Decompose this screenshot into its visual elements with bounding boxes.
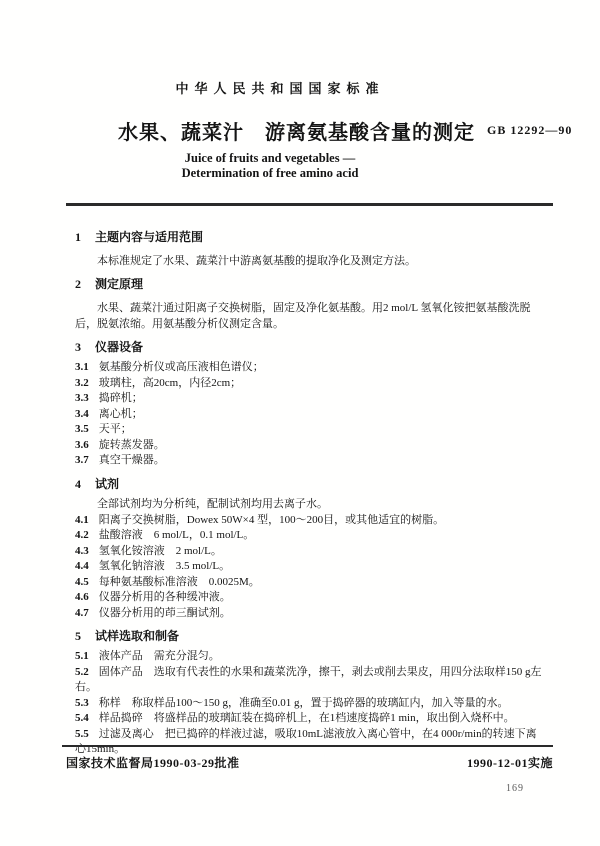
section-paragraph: 全部试剂均为分析纯，配制试剂均用去离子水。 <box>97 497 328 510</box>
title-row <box>118 116 573 145</box>
section-title: 主题内容与适用范围 <box>95 230 204 244</box>
clause-item <box>75 665 545 696</box>
section-heading <box>75 276 545 292</box>
section-1 <box>75 229 545 269</box>
section-number: 2 <box>75 277 81 291</box>
clause-text: 盐酸溶液 6 mol/L，0.1 mol/L。 <box>98 529 255 541</box>
english-subtitle <box>0 151 540 181</box>
clause-item <box>75 696 545 712</box>
clause-text: 仪器分析用的各种缓冲液。 <box>98 591 231 603</box>
section-title: 试样选取和制备 <box>95 629 180 643</box>
clause-item <box>75 391 545 407</box>
clause-text: 过滤及离心 把已捣碎的样液过滤，吸取10mL滤液放入离心管中，在4 000r/min的转速下离心15min。 <box>75 727 537 755</box>
section-number: 3 <box>75 340 81 354</box>
clause-number: 4.1 <box>75 513 89 526</box>
clause-item <box>75 606 545 622</box>
section-heading <box>75 339 545 355</box>
section-5 <box>75 628 545 758</box>
clause-text: 氢氧化钠溶液 3.5 mol/L。 <box>98 560 231 572</box>
clause-text: 捣碎机； <box>98 392 143 404</box>
clause-text: 仪器分析用的茚三酮试剂。 <box>98 606 231 619</box>
clause-item <box>75 575 545 591</box>
clause-text: 阳离子交换树脂，Dowex 50W×4 型，100～200目，或其他适宜的树脂。 <box>98 513 445 526</box>
clause-text: 液体产品 需充分混匀。 <box>98 650 220 662</box>
section-heading <box>75 229 545 245</box>
clause-item <box>75 513 545 529</box>
section-3 <box>75 339 545 469</box>
clause-number: 4.4 <box>75 560 89 572</box>
clause-text: 真空干燥器。 <box>98 454 165 466</box>
page-number: 169 <box>506 783 524 794</box>
clause-item <box>75 422 545 438</box>
clause-number: 5.1 <box>75 650 89 662</box>
section-number: 1 <box>75 230 81 244</box>
clause-number: 4.3 <box>75 544 89 557</box>
section-title: 试剂 <box>95 476 120 491</box>
clause-number: 3.6 <box>75 438 89 451</box>
section-title: 测定原理 <box>95 277 144 291</box>
section-title: 仪器设备 <box>95 340 144 354</box>
clause-item <box>75 649 545 665</box>
clause-list <box>75 360 545 469</box>
clause-text: 氢氧化铵溶液 2 mol/L。 <box>98 544 222 557</box>
section-heading <box>75 476 545 492</box>
clause-number: 5.3 <box>75 696 89 709</box>
clause-text: 旋转蒸发器。 <box>98 438 165 451</box>
section-4 <box>75 476 545 622</box>
clause-list <box>75 513 545 622</box>
standard-number: GB 12292—90 <box>487 123 573 137</box>
clause-item <box>75 528 545 544</box>
footer <box>66 754 553 771</box>
clause-item <box>75 727 545 758</box>
clause-item <box>75 407 545 423</box>
english-subtitle-line2: Determination of free amino acid <box>181 166 359 180</box>
clause-number: 4.5 <box>75 575 89 588</box>
header-divider <box>66 203 553 206</box>
standard-header: 中华人民共和国国家标准 <box>175 81 385 96</box>
clause-text: 天平； <box>98 423 132 435</box>
clause-item <box>75 453 545 469</box>
clause-number: 4.7 <box>75 606 89 619</box>
clause-item <box>75 590 545 606</box>
section-number: 4 <box>75 476 81 491</box>
clause-text: 称样 称取样品100～150 g，准确至0.01 g，置于捣碎器的玻璃缸内，加入等量的水。 <box>98 696 509 709</box>
section-2 <box>75 276 545 332</box>
clause-list <box>75 649 545 758</box>
clause-item <box>75 559 545 575</box>
clause-text: 氨基酸分析仪或高压液相色谱仪； <box>98 361 264 373</box>
clause-number: 3.4 <box>75 407 89 420</box>
section-heading <box>75 628 545 644</box>
clause-number: 3.5 <box>75 423 89 435</box>
clause-text: 玻璃柱，高20cm，内径2cm； <box>98 376 242 389</box>
clause-number: 3.3 <box>75 392 89 404</box>
clause-item <box>75 711 545 727</box>
clause-number: 5.4 <box>75 712 89 724</box>
clause-text: 离心机； <box>98 407 143 420</box>
section-paragraph: 本标准规定了水果、蔬菜汁中游离氨基酸的提取净化及测定方法。 <box>97 255 416 267</box>
clause-text: 固体产品 选取有代表性的水果和蔬菜洗净，擦干，剥去或削去果皮，用四分法取样150 g左右。 <box>75 665 542 693</box>
footer-divider <box>62 745 553 747</box>
document-body <box>75 222 545 758</box>
clause-number: 3.7 <box>75 454 89 466</box>
clause-number: 3.1 <box>75 361 89 373</box>
clause-number: 5.5 <box>75 727 89 740</box>
clause-item <box>75 438 545 454</box>
clause-number: 4.2 <box>75 529 89 541</box>
clause-item <box>75 360 545 376</box>
approval-date: 国家技术监督局1990-03-29批准 <box>66 756 240 770</box>
english-subtitle-line1: Juice of fruits and vegetables — <box>184 151 356 165</box>
document-title: 水果、蔬菜汁 游离氨基酸含量的测定 <box>118 122 475 144</box>
clause-number: 3.2 <box>75 376 89 389</box>
clause-item <box>75 544 545 560</box>
section-number: 5 <box>75 629 81 643</box>
clause-number: 4.6 <box>75 591 89 603</box>
clause-text: 每种氨基酸标准溶液 0.0025M。 <box>98 575 260 588</box>
clause-item <box>75 376 545 392</box>
implementation-date: 1990-12-01实施 <box>467 756 553 770</box>
clause-number: 5.2 <box>75 665 89 678</box>
clause-text: 样品捣碎 将盛样品的玻璃缸装在捣碎机上，在1档速度捣碎1 min，取出倒入烧杯中。 <box>98 712 515 724</box>
section-paragraph: 水果、蔬菜汁通过阳离子交换树脂，固定及净化氨基酸。用2 mol/L 氢氧化铵把氨基酸洗脱后，脱氨浓缩。用氨基酸分析仪测定含量。 <box>75 302 531 330</box>
